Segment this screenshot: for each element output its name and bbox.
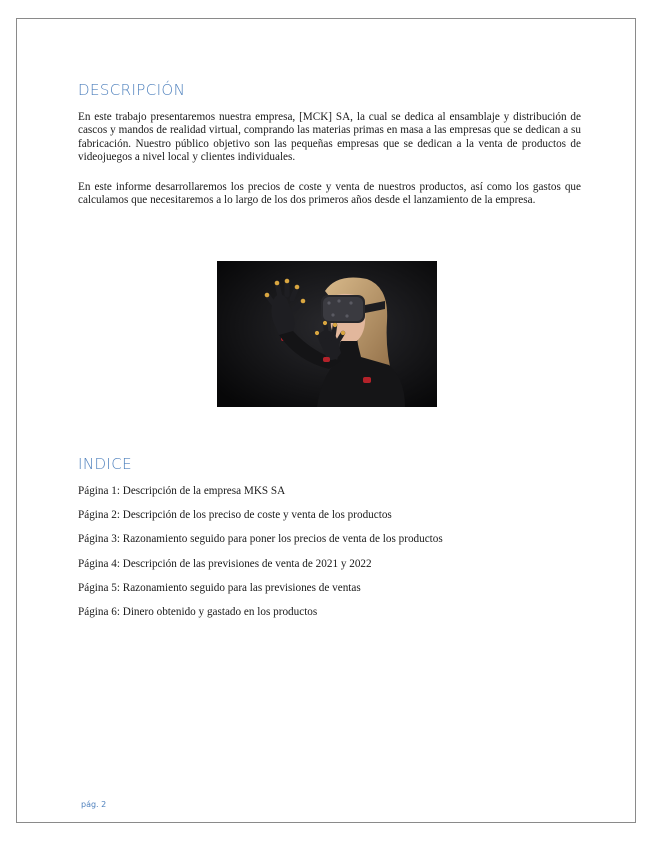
index-item: Página 2: Descripción de los preciso de coste y venta de los productos bbox=[78, 509, 392, 522]
index-item: Página 3: Razonamiento seguido para poner los precios de venta de los productos bbox=[78, 533, 443, 546]
index-item: Página 6: Dinero obtenido y gastado en los productos bbox=[78, 605, 318, 618]
document-page bbox=[16, 18, 636, 823]
description-paragraph-2: En este informe desarrollaremos los precios de coste y venta de nuestros productos, así como los gastos que calculamos que necesitaremos a lo largo de los dos primeros años desde el lanzamiento de la empresa. bbox=[78, 181, 581, 207]
page-number: pág. 2 bbox=[81, 800, 107, 809]
index-item: Página 5: Razonamiento seguido para las previsiones de ventas bbox=[78, 581, 361, 594]
index-item: Página 4: Descripción de las previsiones de venta de 2021 y 2022 bbox=[78, 557, 372, 570]
index-list bbox=[78, 485, 443, 630]
description-paragraph-1: En este trabajo presentaremos nuestra empresa, [MCK] SA, la cual se dedica al ensamblaje y distribución de cascos y mandos de realidad virtual, comprando las materias primas en masa a las empresas que se dedican a su fabricación. Nuestro público objetivo son las pequeñas empresas que se dedican a la venta de productos de videojuegos a nivel local y clientes individuales. bbox=[78, 111, 581, 164]
index-item: Página 1: Descripción de la empresa MKS SA bbox=[78, 485, 286, 497]
description-heading: DESCRIPCIÓN bbox=[78, 81, 186, 99]
index-heading: INDICE bbox=[78, 455, 132, 473]
vr-headset-photo bbox=[217, 261, 437, 407]
vr-user-illustration bbox=[217, 261, 437, 407]
